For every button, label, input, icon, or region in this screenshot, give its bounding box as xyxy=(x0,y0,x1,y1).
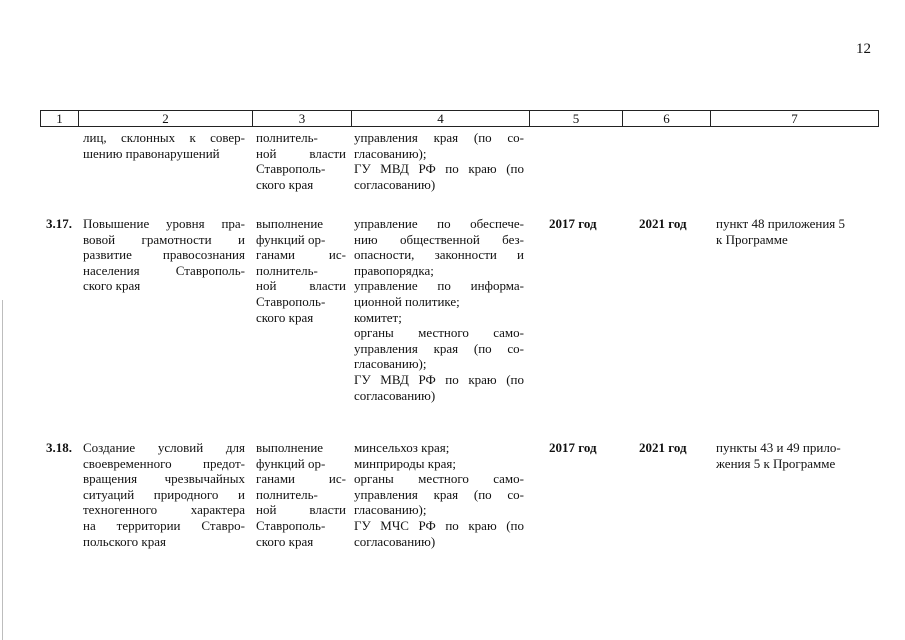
text-line: ной власти xyxy=(256,278,346,294)
row-executor-type xyxy=(256,440,346,549)
text-line: ского края xyxy=(256,309,314,325)
text-line: польского края xyxy=(83,533,166,549)
text-line: жения 5 к Программе xyxy=(716,455,836,471)
page-number: 12 xyxy=(856,41,871,57)
text-line: ной власти xyxy=(256,502,346,518)
text-line: полнитель- xyxy=(256,262,318,278)
text-line: Ставрополь- xyxy=(256,293,326,309)
text-line: Ставрополь- xyxy=(256,161,326,177)
text-line: шению правонарушений xyxy=(83,145,220,161)
row-executor-type xyxy=(256,216,346,325)
column-header-table xyxy=(40,110,879,127)
row-title xyxy=(83,440,245,549)
row-title xyxy=(83,216,245,294)
text-line: управления края (по со- xyxy=(354,340,524,356)
scan-margin-line xyxy=(2,300,3,640)
text-line: Ставрополь- xyxy=(256,517,326,533)
row-number: 3.17. xyxy=(46,216,72,231)
row-number: 3.18. xyxy=(46,440,72,455)
text-line: ционной политике; xyxy=(354,293,460,309)
text-line: техногенного характера xyxy=(83,502,245,518)
text-line: органы местного само- xyxy=(354,325,524,341)
column-header-6: 6 xyxy=(623,111,711,127)
row-responsible xyxy=(354,440,524,549)
text-line: нию общественной без- xyxy=(354,231,524,247)
text-line: управление по обеспече- xyxy=(354,216,524,231)
column-header-row xyxy=(41,111,879,127)
column-header-2: 2 xyxy=(79,111,253,127)
text-line: опасности, законности и xyxy=(354,247,524,263)
column-header-4: 4 xyxy=(352,111,530,127)
text-line: минприроды края; xyxy=(354,455,456,471)
row-end-year: 2021 год xyxy=(639,216,687,231)
text-line: комитет; xyxy=(354,309,402,325)
text-line: ского края xyxy=(256,176,314,192)
text-line: ГУ МЧС РФ по краю (по xyxy=(354,517,524,533)
text-line: ГУ МВД РФ по краю (по xyxy=(354,371,524,387)
text-line: ганами ис- xyxy=(256,247,346,263)
column-header-3: 3 xyxy=(253,111,352,127)
text-line: функций ор- xyxy=(256,455,326,471)
text-line: согласованию) xyxy=(354,176,436,192)
text-line: согласованию) xyxy=(354,387,436,403)
text-line: минсельхоз края; xyxy=(354,440,450,455)
text-line: пункты 43 и 49 прило- xyxy=(716,440,841,455)
text-line: управление по информа- xyxy=(354,278,524,294)
text-line: гласованию); xyxy=(354,502,427,518)
row-start-year: 2017 год xyxy=(549,216,597,231)
text-line: полнитель- xyxy=(256,486,318,502)
text-line: лиц, склонных к совер- xyxy=(83,130,245,145)
text-line: развитие правосознания xyxy=(83,247,245,263)
text-line: органы местного само- xyxy=(354,471,524,487)
column-header-5: 5 xyxy=(530,111,623,127)
row-end-year: 2021 год xyxy=(639,440,687,455)
text-line: выполнение xyxy=(256,440,324,455)
text-line: полнитель- xyxy=(256,130,318,145)
text-line: ского края xyxy=(83,278,141,294)
text-line: выполнение xyxy=(256,216,324,231)
text-line: гласованию); xyxy=(354,145,427,161)
text-line: ГУ МВД РФ по краю (по xyxy=(354,161,524,177)
text-line: вращения чрезвычайных xyxy=(83,471,245,487)
text-line: Создание условий для xyxy=(83,440,245,455)
text-line: правопорядка; xyxy=(354,262,434,278)
text-line: населения Ставрополь- xyxy=(83,262,245,278)
column-header-1: 1 xyxy=(41,111,79,127)
row-reference xyxy=(716,440,876,471)
column-header-7: 7 xyxy=(711,111,879,127)
text-line: ского края xyxy=(256,533,314,549)
text-line: ситуаций природного и xyxy=(83,486,245,502)
text-line: на территории Ставро- xyxy=(83,517,245,533)
text-line: вовой грамотности и xyxy=(83,231,245,247)
row-reference xyxy=(716,216,876,247)
carry-over-responsible xyxy=(354,130,524,192)
text-line: управления края (по со- xyxy=(354,130,524,145)
carry-over-executor-type xyxy=(256,130,346,192)
text-line: управления края (по со- xyxy=(354,486,524,502)
text-line: к Программе xyxy=(716,231,788,247)
text-line: своевременного предот- xyxy=(83,455,245,471)
carry-over-description xyxy=(83,130,245,161)
text-line: ганами ис- xyxy=(256,471,346,487)
text-line: Повышение уровня пра- xyxy=(83,216,245,231)
text-line: согласованию) xyxy=(354,533,436,549)
row-start-year: 2017 год xyxy=(549,440,597,455)
text-line: функций ор- xyxy=(256,231,326,247)
row-responsible xyxy=(354,216,524,403)
text-line: гласованию); xyxy=(354,356,427,372)
text-line: ной власти xyxy=(256,145,346,161)
text-line: пункт 48 приложения 5 xyxy=(716,216,846,231)
